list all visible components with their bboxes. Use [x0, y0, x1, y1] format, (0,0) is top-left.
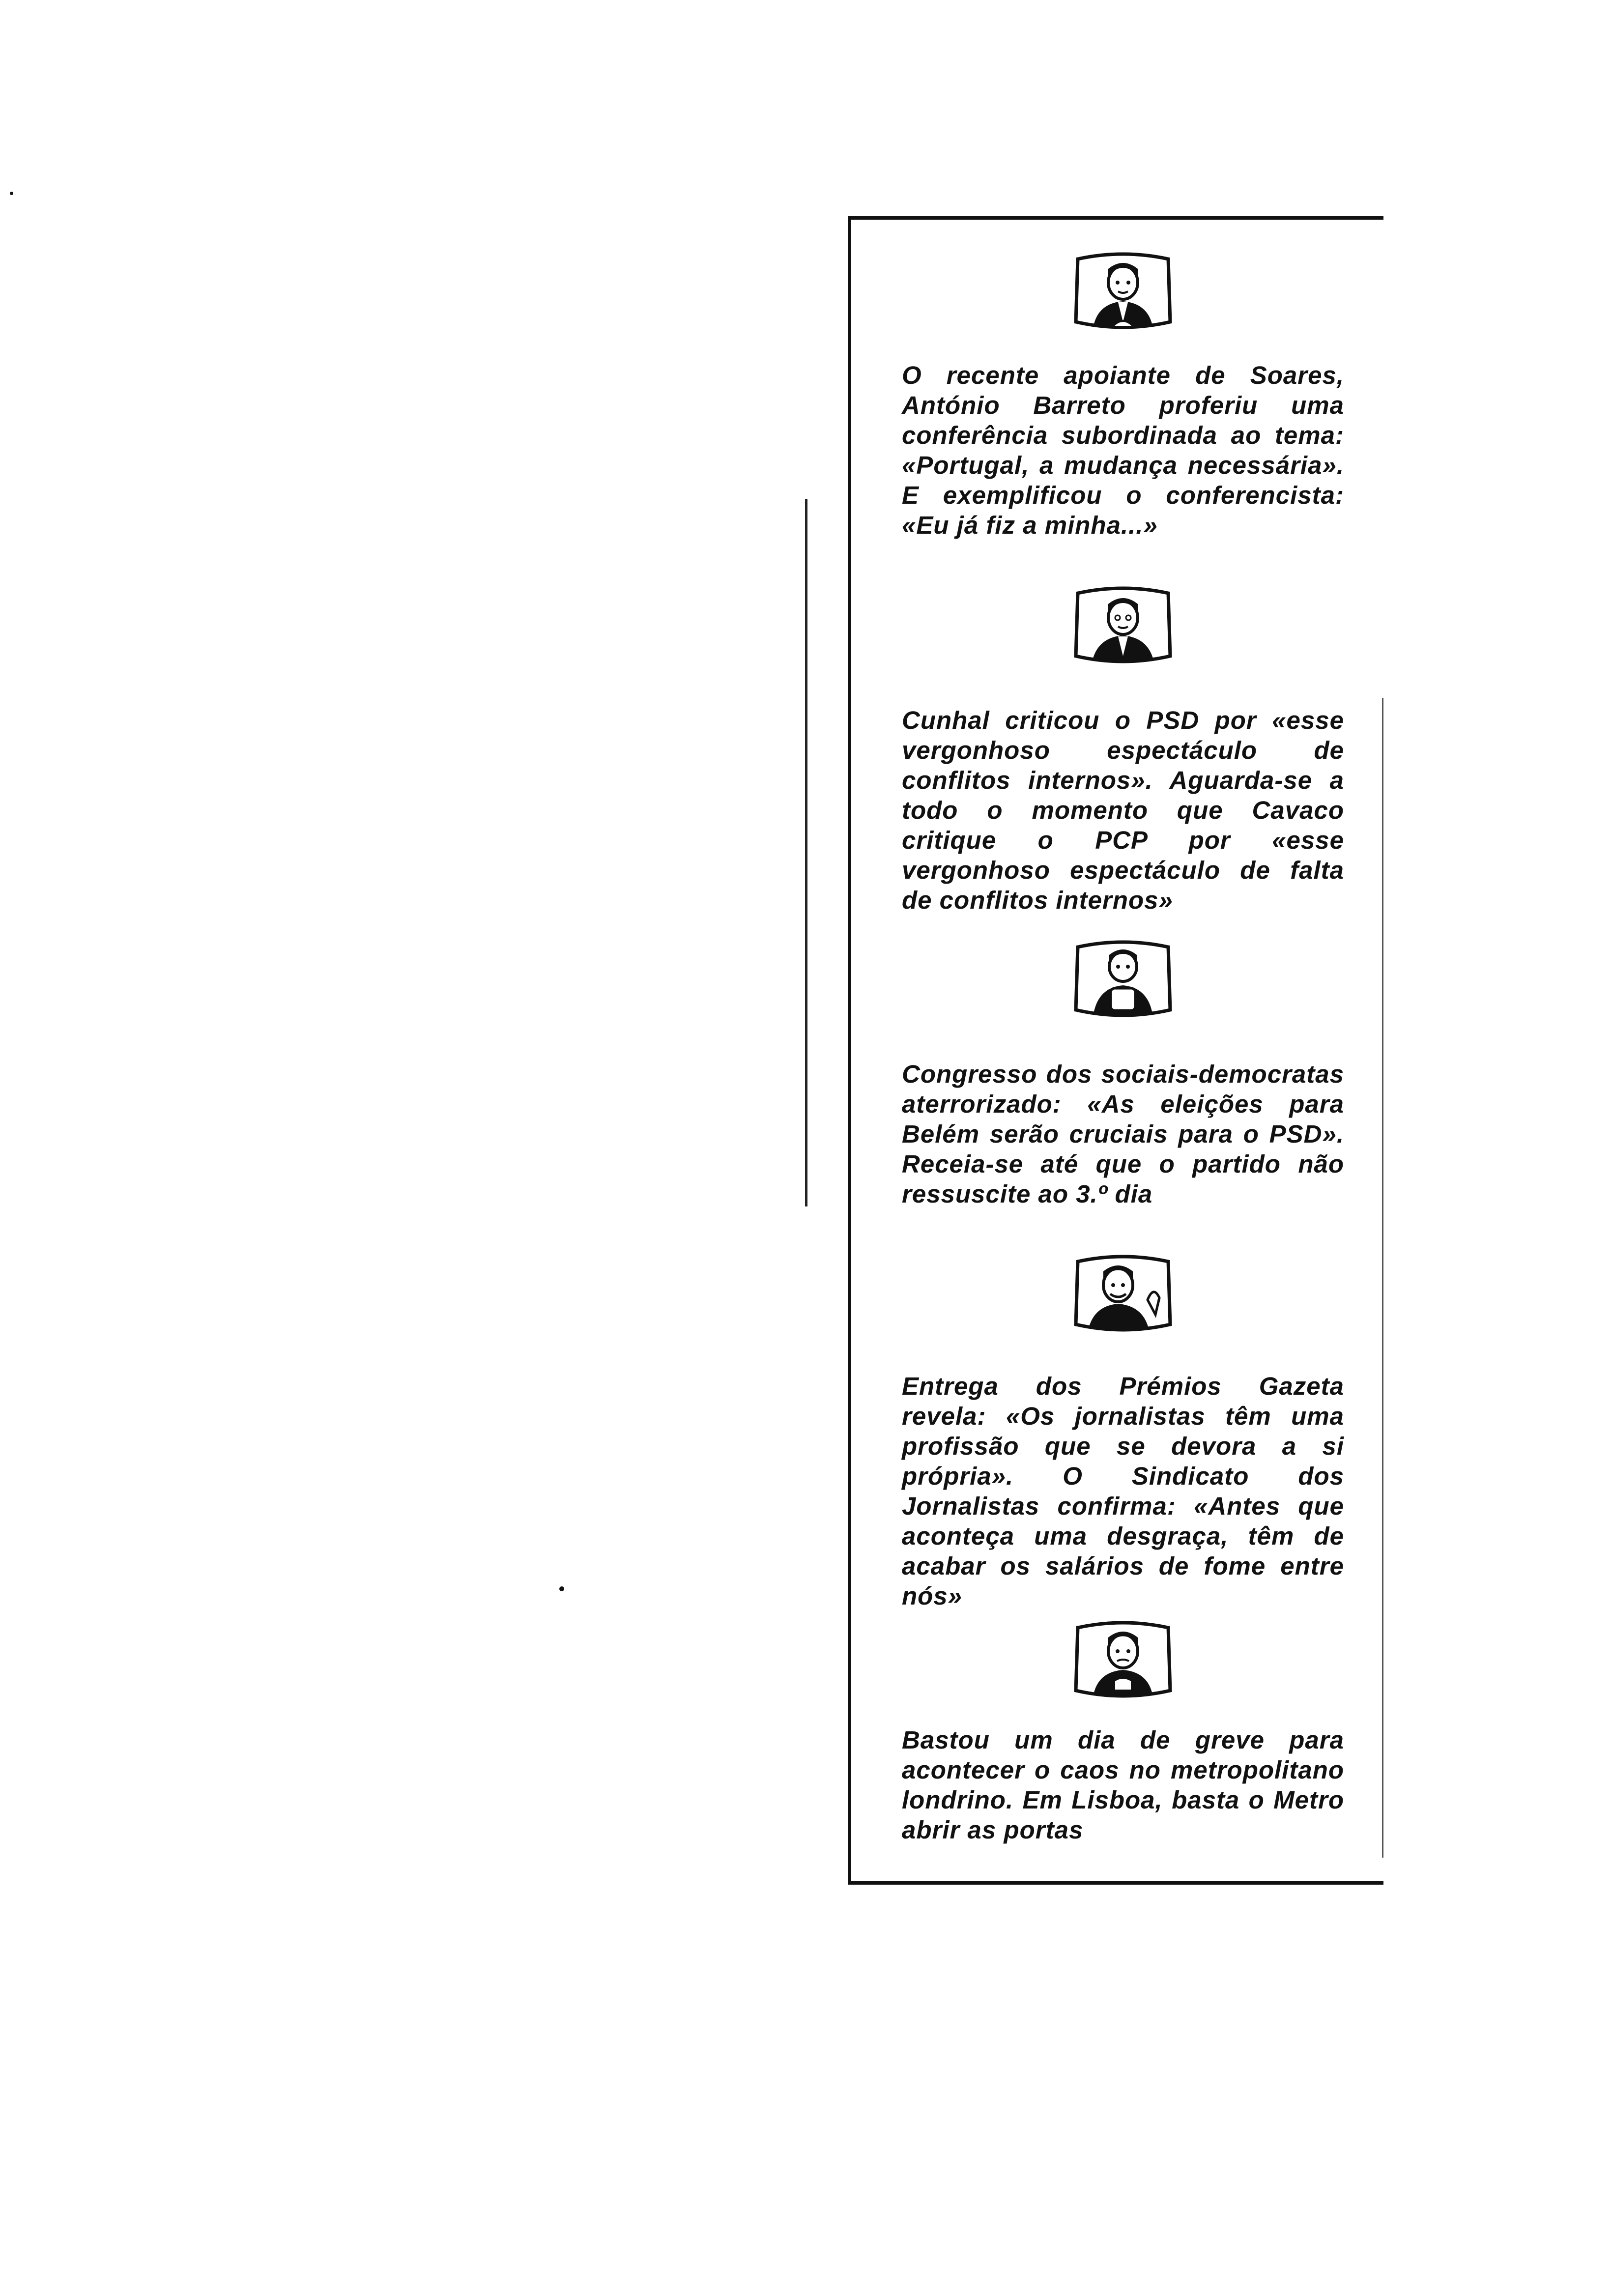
- scan-speck: [559, 1586, 564, 1591]
- news-item-text: Entrega dos Prémios Gazeta revela: «Os jornalistas têm uma profissão que se devora a si própria». O Sindicato dos Jornalistas confirma: «Antes que aconteça uma desgraça, têm de acabar os salários de fome entre nós»: [902, 1372, 1344, 1610]
- news-item-2: [902, 582, 1344, 915]
- news-item-3: [902, 936, 1344, 1209]
- tv-presenter-icon: [1069, 1251, 1177, 1344]
- news-item-text: Cunhal criticou o PSD por «esse vergonhoso espectáculo de conflitos internos». Aguarda-se a todo o momento que Cavaco critique o PCP por «esse vergonhoso espectáculo de falta de conflitos internos»: [902, 706, 1344, 914]
- news-item-text: O recente apoiante de Soares, António Barreto proferiu uma conferência subordinada ao tema: «Portugal, a mudança necessária». E exemplificou o conferencista: «Eu já fiz a minha...»: [902, 361, 1344, 539]
- tv-presenter-icon: [1069, 1617, 1177, 1710]
- tv-presenter-icon: [1069, 936, 1177, 1030]
- tv-presenter-icon: [1069, 248, 1177, 342]
- news-item-1: [902, 248, 1344, 540]
- scan-margin-line: [805, 499, 807, 1206]
- news-item-text: Bastou um dia de greve para acontecer o caos no metropolitano londrino. Em Lisboa, basta o Metro abrir as portas: [902, 1726, 1344, 1844]
- tv-presenter-icon: [1069, 582, 1177, 676]
- news-item-text: Congresso dos sociais-democratas aterrorizado: «As eleições para Belém serão cruciais para o PSD». Receia-se até que o partido não ressuscite ao 3.º dia: [902, 1060, 1344, 1208]
- column-right-edge: [1382, 698, 1383, 1858]
- news-item-5: [902, 1617, 1344, 1845]
- scan-speck: [10, 192, 13, 195]
- news-item-4: [902, 1251, 1344, 1611]
